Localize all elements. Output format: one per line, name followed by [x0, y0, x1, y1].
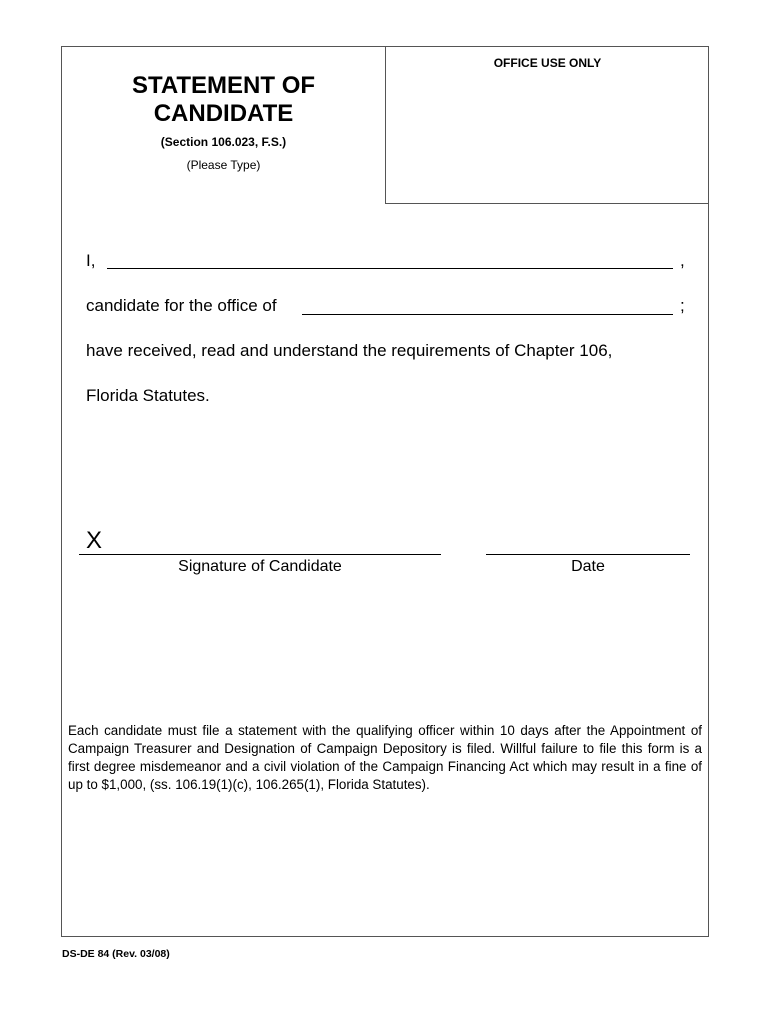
office-use-box — [385, 46, 709, 204]
title-line-2: CANDIDATE — [153, 100, 294, 127]
date-field[interactable] — [486, 554, 690, 555]
signature-caption: Signature of Candidate — [178, 558, 342, 575]
form-identifier: DS-DE 84 (Rev. 03/08) — [62, 948, 170, 960]
statement-line-4: Florida Statutes. — [86, 386, 210, 405]
candidate-name-field[interactable] — [107, 268, 673, 269]
office-use-label: OFFICE USE ONLY — [493, 56, 602, 70]
office-suffix: ; — [680, 296, 685, 315]
signature-mark: X — [86, 527, 103, 554]
name-suffix: , — [680, 251, 685, 270]
date-caption: Date — [571, 558, 605, 575]
name-prefix: I, — [86, 251, 96, 270]
statement-line-3: have received, read and understand the requirements of Chapter 106, — [86, 341, 613, 360]
office-prefix: candidate for the office of — [86, 296, 277, 315]
legal-notice: Each candidate must file a statement with the qualifying officer within 10 days after the Appointment of Campaign Treasurer and Designation of Campaign Depository is filed. Willful failure to file this form is a first degree misdemeanor and a civil violation of the Campaign Financing Act which may result in a fine of up to $1,000, (ss. 106.19(1)(c), 106.265(1), Florida Statutes). — [68, 723, 702, 792]
signature-field[interactable] — [79, 554, 441, 555]
title-line-1: STATEMENT OF — [131, 72, 316, 99]
instruction-text: (Please Type) — [186, 158, 261, 172]
statute-reference: (Section 106.023, F.S.) — [160, 135, 287, 149]
office-field[interactable] — [302, 314, 673, 315]
form-title — [100, 72, 347, 128]
